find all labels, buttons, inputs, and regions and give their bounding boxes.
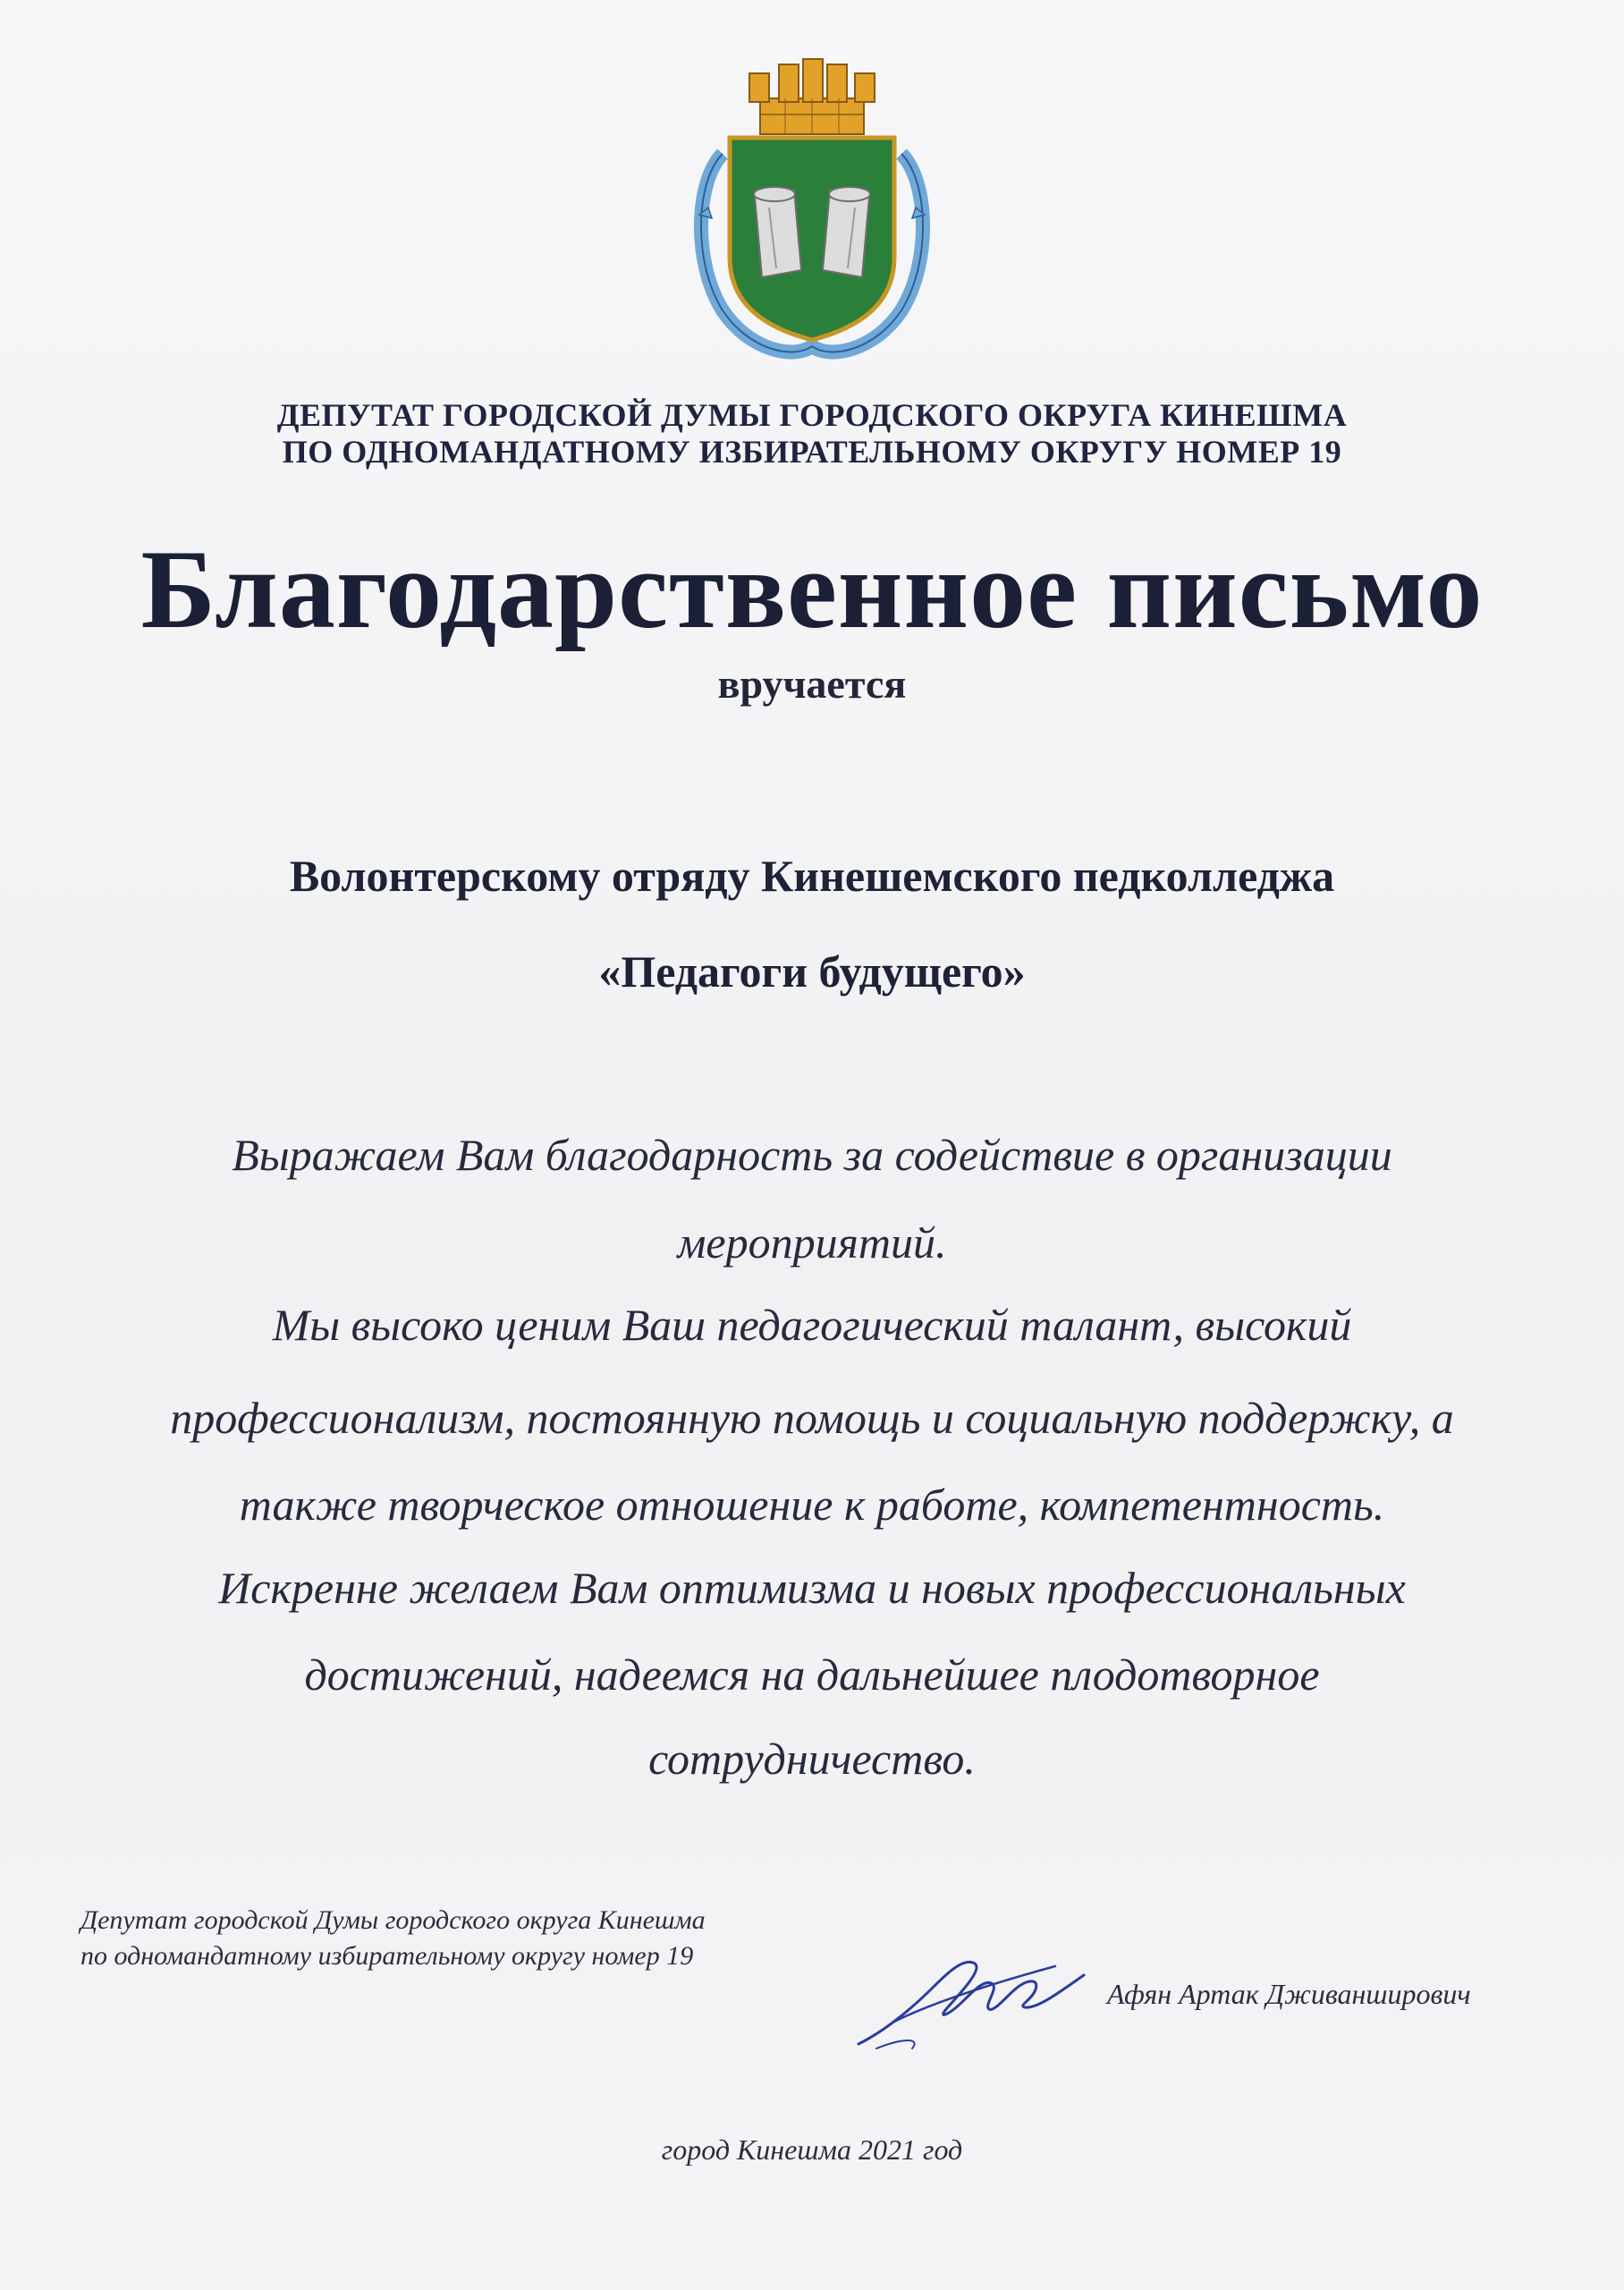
signer-position-line-2: по одномандатному избирательному округу номер 19 xyxy=(80,1941,694,1971)
presented-label: вручается xyxy=(717,661,907,707)
document-title: Благодарственное письмо xyxy=(140,528,1484,652)
body-line: профессионализм, постоянную помощь и социальную поддержку, а xyxy=(170,1393,1454,1443)
body-line: Искренне желаем Вам оптимизма и новых профессиональных xyxy=(218,1563,1406,1613)
body-line: также творческое отношение к работе, компетентность. xyxy=(239,1480,1385,1530)
issuer-header-line-2: ПО ОДНОМАНДАТНОМУ ИЗБИРАТЕЛЬНОМУ ОКРУГУ НОМЕР 19 xyxy=(282,434,1342,470)
recipient-line-1: Волонтерскому отряду Кинешемского педколледжа xyxy=(289,851,1335,901)
body-line: сотрудничество. xyxy=(648,1734,976,1784)
body-line: Выражаем Вам благодарность за содействие в организации xyxy=(232,1130,1392,1180)
signer-position-line-1: Депутат городской Думы городского округа Кинешма xyxy=(80,1905,706,1935)
handwritten-signature-icon xyxy=(850,1923,1091,2057)
recipient-line-2: «Педагоги будущего» xyxy=(598,946,1026,997)
body-line: достижений, надеемся на дальнейшее плодотворное xyxy=(304,1650,1320,1700)
place-and-year: город Кинешма 2021 год xyxy=(661,2133,963,2166)
kineshma-coat-of-arms-icon xyxy=(687,55,937,364)
body-line: Мы высоко ценим Ваш педагогический талант, высокий xyxy=(272,1300,1352,1350)
signer-name: Афян Артак Дживанширович xyxy=(1107,1978,1471,2010)
body-line: мероприятий. xyxy=(677,1217,947,1268)
issuer-header-line-1: ДЕПУТАТ ГОРОДСКОЙ ДУМЫ ГОРОДСКОГО ОКРУГА КИНЕШМА xyxy=(276,397,1348,433)
